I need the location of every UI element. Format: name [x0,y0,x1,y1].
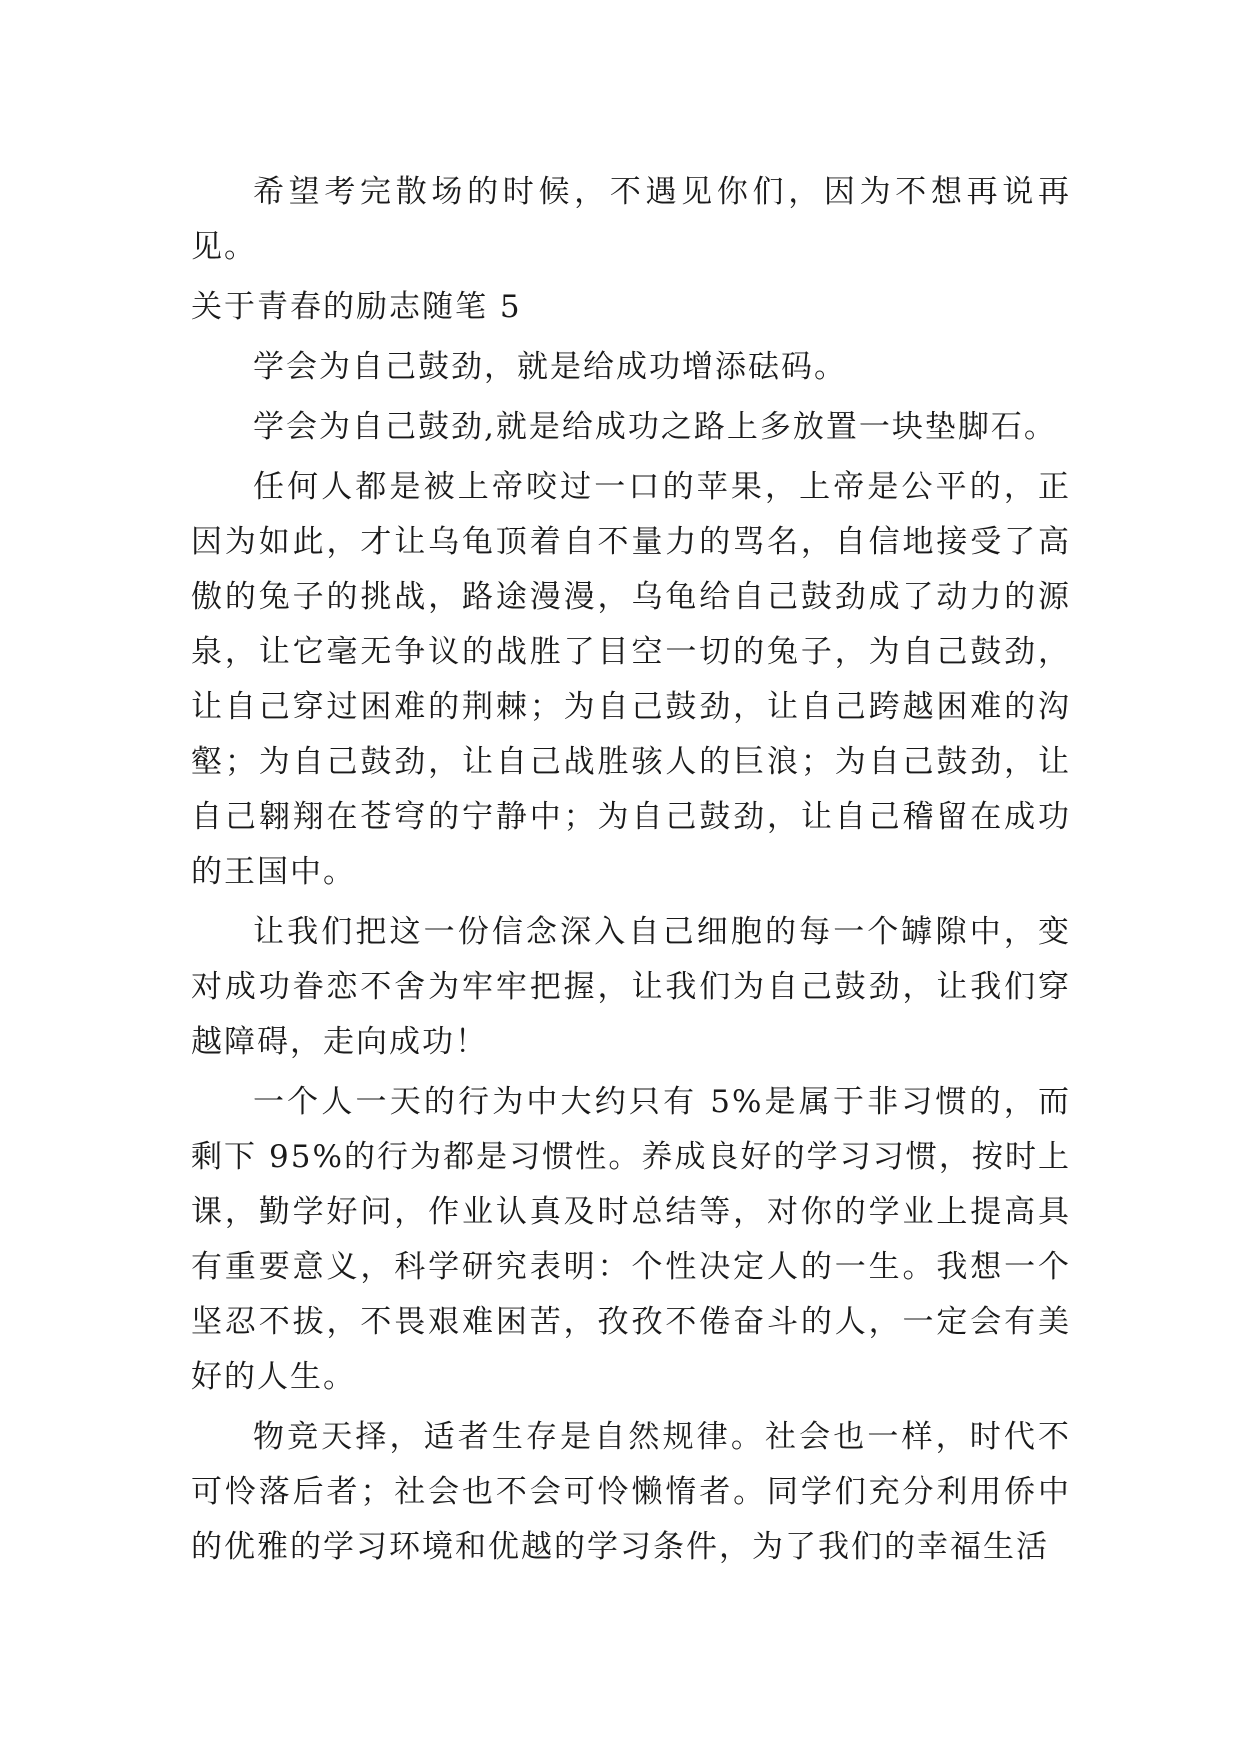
document-body [191,165,1071,1580]
paragraph-7: 物竞天择，适者生存是自然规律。社会也一样，时代不可怜落后者；社会也不会可怜懒惰者。同学们充分利用侨中的优雅的学习环境和优越的学习条件，为了我们的幸福生活 [191,1419,1071,1565]
paragraph-4: 任何人都是被上帝咬过一口的苹果，上帝是公平的，正因为如此，才让乌龟顶着自不量力的骂名，自信地接受了高傲的兔子的挑战，路途漫漫，乌龟给自己鼓劲成了动力的源泉，让它毫无争议的战胜了目空一切的兔子，为自己鼓劲，让自己穿过困难的荆棘；为自己鼓劲，让自己跨越困难的沟壑；为自己鼓劲，让自己战胜骇人的巨浪；为自己鼓劲，让自己翱翔在苍穹的宁静中；为自己鼓劲，让自己稽留在成功的王国中。 [191,469,1071,890]
paragraph-5: 让我们把这一份信念深入自己细胞的每一个罅隙中，变对成功眷恋不舍为牢牢把握，让我们为自己鼓劲，让我们穿越障碍，走向成功！ [191,914,1071,1060]
paragraph-6: 一个人一天的行为中大约只有 5%是属于非习惯的，而剩下 95%的行为都是习惯性。养成良好的学习习惯，按时上课，勤学好问，作业认真及时总结等，对你的学业上提高具有重要意义，科学研究表明：个性决定人的一生。我想一个坚忍不拔，不畏艰难困苦，孜孜不倦奋斗的人，一定会有美好的人生。 [191,1084,1071,1395]
paragraph-2: 学会为自己鼓劲，就是给成功增添砝码。 [253,349,847,385]
section-heading: 关于青春的励志随笔 5 [191,289,522,325]
paragraph-3: 学会为自己鼓劲,就是给成功之路上多放置一块垫脚石。 [253,409,1057,445]
paragraph-1: 希望考完散场的时候，不遇见你们，因为不想再说再见。 [191,174,1071,265]
